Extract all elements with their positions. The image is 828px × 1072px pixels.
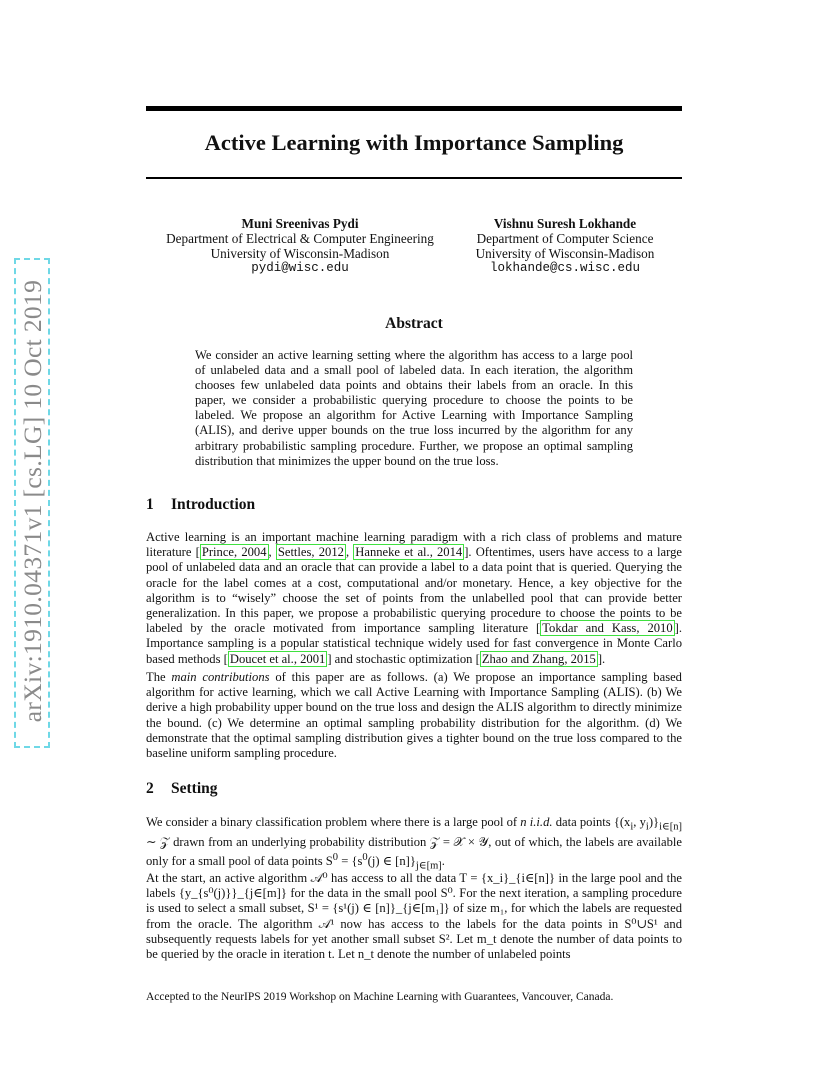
math-sub: j∈[m]: [415, 860, 442, 872]
citation-link[interactable]: Tokdar and Kass, 2010: [542, 621, 673, 636]
section-heading-setting: [146, 780, 218, 798]
citation-link[interactable]: Settles, 2012: [277, 545, 344, 560]
math-sub: i: [645, 821, 649, 833]
text-run: , y: [633, 815, 646, 829]
author-block-2: [460, 216, 670, 276]
author-name: Muni Sreenivas Pydi: [241, 216, 359, 231]
text-run: ∼ 𝒵 drawn from an underlying probability distribution 𝒵 = 𝒳 × 𝒴, out of which, the labels are available only for a small pool of data points S: [146, 834, 682, 869]
section-title: Introduction: [171, 496, 256, 513]
title-top-rule: [146, 106, 682, 111]
author-block-1: [150, 216, 450, 276]
title-bottom-rule: [146, 177, 682, 179]
citation-link[interactable]: Prince, 2004: [201, 545, 267, 560]
arxiv-sidebar: [12, 258, 54, 744]
math-sup: 0: [332, 851, 339, 863]
footnote: Accepted to the NeurIPS 2019 Workshop on Machine Learning with Guarantees, Vancouver, Canada.: [146, 991, 614, 1003]
paper-title: Active Learning with Importance Sampling: [204, 130, 624, 155]
author-name: Vishnu Suresh Lokhande: [493, 216, 637, 231]
text-run: = {s: [338, 854, 363, 869]
text-run: ]. Importance sampling is a popular statistical technique widely used for fast convergence in Monte Carlo based methods [: [146, 621, 682, 666]
abstract-text: We consider an active learning setting where the algorithm has access to a large pool of unlabeled data and a small pool of labeled data. In each iteration, the algorithm chooses few unlabeled data points and obtains their labels from an oracle. In this paper, we consider a probabilistic querying procedure to choose the points to be labeled. We propose an algorithm for Active Learning with Importance Sampling (ALIS), and derive upper bounds on the true loss incurred by the algorithm for any arbitrary probabilistic sampling procedure. Further, we propose an optimal sampling distribution that minimizes the upper bound on the true loss.: [195, 348, 633, 468]
arxiv-id-label[interactable]: arXiv:1910.04371v1 [cs.LG] 10 Oct 2019: [18, 279, 47, 723]
math-sub: i: [630, 821, 634, 833]
section-heading-introduction: [146, 496, 255, 514]
abstract-heading: Abstract: [385, 315, 443, 332]
author-email[interactable]: pydi@wisc.edu: [251, 261, 349, 275]
math-sub: i∈[n]: [659, 821, 683, 833]
text-run: )}: [648, 815, 660, 829]
author-univ: University of Wisconsin-Madison: [210, 246, 390, 261]
citation-link[interactable]: Doucet et al., 2001: [229, 651, 326, 666]
text-run: The: [146, 670, 172, 684]
author-univ: University of Wisconsin-Madison: [475, 246, 655, 261]
intro-paragraph-2: [146, 670, 682, 761]
text-run: ] and stochastic optimization [: [327, 651, 480, 666]
text-run: (j) ∈ [n]}: [367, 854, 416, 869]
emphasis: main contributions: [171, 670, 270, 684]
text-run: .: [441, 854, 445, 869]
setting-paragraph-2: At the start, an active algorithm 𝒜⁰ has access to all the data T = {x_i}_{i∈[n]} in the large pool and the labels {y_{s⁰(j)}}_{j∈[m]} for the data in the small pool S⁰. For the next iteration, a sampling procedure is used to select a small subset, S¹ = {s¹(j) ∈ [n]}_{j∈[m₁]} of size m₁, for which the labels are requested from the oracle. The algorithm 𝒜¹ now has access to the labels for the data points in S⁰∪S¹ and subsequently requests labels for yet another small subset S². Let m_t denote the number of data points to be queried by the oracle in iteration t. Let n_t denote the number of unlabeled points: [146, 871, 682, 962]
text-run: Active learning is an important machine learning paradigm with a rich class of problems and mature literature [: [146, 530, 682, 560]
citation-link[interactable]: Hanneke et al., 2014: [355, 545, 463, 560]
author-email[interactable]: lokhande@cs.wisc.edu: [489, 261, 641, 275]
text-run: data points {(x: [552, 815, 631, 829]
math-var: n: [520, 815, 527, 829]
text-run: of this paper are as follows. (a) We propose an importance sampling based algorithm for active learning, which we call Active Learning with Importance Sampling (ALIS). (b) We derive a high probability upper bound on the true loss and design the ALIS algorithm to directly minimize the bound. (c) We determine an optimal sampling probability distribution for the algorithm. (d) We demonstrate that the optimal sampling distribution gives a tighter bound on the true loss compared to the baseline uniform sampling procedure.: [146, 670, 682, 761]
text-run: ]. Oftentimes, users have access to a large pool of unlabeled data and an oracle that can provide a label to a data point that is queried. Querying the oracle for the label comes at a cost, computational and/or monetary. Hence, a key objective for the algorithm is to “wisely” choose the set of points from the unlabelled pool that can provide better generalization. In this paper, we propose a probabilistic querying procedure to choose the points to be labeled by the oracle motivated from importance sampling literature [: [146, 545, 682, 636]
citation-link[interactable]: Zhao and Zhang, 2015: [481, 651, 596, 666]
math-sup: 0: [362, 851, 368, 863]
text-run: ].: [597, 651, 606, 666]
author-dept: Department of Electrical & Computer Engineering: [166, 231, 434, 246]
section-number: 2: [146, 780, 154, 797]
section-title: Setting: [171, 780, 218, 797]
text-run: We consider a binary classification problem where there is a large pool of: [146, 815, 521, 829]
section-number: 1: [146, 496, 154, 513]
setting-paragraph-1: [146, 815, 682, 874]
intro-paragraph-1: Active learning is an important machine learning paradigm with a rich class of problems and mature literature [ Prince, 2004 , Settles, 2012 , Hanneke et al., 2014 ]. Oftentimes, users have access to a large pool of unlabeled data and an oracle that can provide a label to a data point that is queried. Querying the oracle for the label comes at a cost, computational and/or monetary. Hence, a key objective for the algorithm is to “wisely” choose the set of points from the unlabelled pool that can provide better generalization. In this paper, we propose a probabilistic querying procedure to choose the points to be labeled by the oracle motivated from importance sampling literature [ Tokdar and Kass, 2010 ]. Importance sampling is a popular statistical technique widely used for fast convergence in Monte Carlo based methods [ Doucet et al., 2001 ] and stochastic optimization [ Zhao and Zhang, 2015 ].: [146, 530, 682, 666]
author-dept: Department of Computer Science: [476, 231, 654, 246]
math-var: i.i.d.: [529, 815, 553, 829]
